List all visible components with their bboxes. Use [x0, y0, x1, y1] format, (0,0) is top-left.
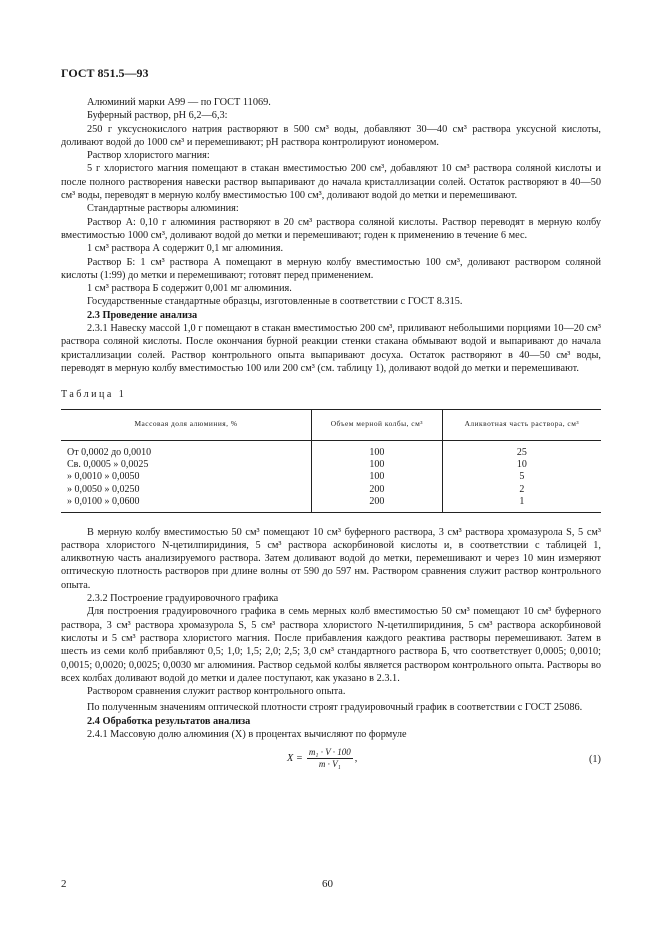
- table-cell: » 0,0010 » 0,0050: [67, 471, 140, 483]
- formula-lhs: X =: [287, 753, 303, 765]
- paragraph: По полученным значениям оптической плотности строят градуировочный график в соответствии с ГОСТ 25086.: [87, 702, 583, 714]
- document-header: ГОСТ 851.5—93: [61, 66, 149, 80]
- table-1: [61, 409, 601, 513]
- table-row: [61, 471, 601, 483]
- table-cell: От 0,0002 до 0,0010: [67, 446, 152, 458]
- table-body: [61, 440, 601, 512]
- paragraph: 2.4.1 Массовую долю алюминия (X) в процентах вычисляют по формуле: [87, 729, 407, 741]
- header-flask-volume: Объем мерной колбы, см³: [312, 409, 443, 440]
- formula-denominator: m · V₁: [318, 759, 341, 770]
- section-heading: 2.4 Обработка результатов анализа: [87, 715, 251, 727]
- top-paragraphs: [61, 96, 601, 375]
- paragraph: 2.3.2 Построение градуировочного графика: [87, 593, 279, 605]
- paragraph: Для построения градуировочного графика в семь мерных колб вместимостью 50 см³ помещают 10 см³ буферного раствора, 3 см³ раствора хромазурола S, 5 см³ раствора хлористого N-цетилпиридиния, 5 см³ раствора аскорбиновой кислоты и 5 см³ раствора хлористого магния. После прибавления каждого реактива растворы перемешивают. Затем в шесть из семи колб прибавляют 0,5; 1,0; 1,5; 2,0; 2,5; 3,0 см³ стандартного раствора Б, что соответствует 0,0005; 0,0010; 0,0015; 0,0020; 0,0025; 0,0030 мг алюминия. Раствор седьмой колбы является раствором контрольного опыта. Растворы во всех колбах доливают водой до метки и далее поступают, как указано в 2.3.1.: [61, 606, 601, 684]
- paragraph: Раствор А: 0,10 г алюминия растворяют в 20 см³ раствора соляной кислоты. Раствор переводят в мерную колбу вместимостью 1000 см³, доливают водой до метки и перемешивают; годен к применению в течение 6 мес.: [61, 216, 601, 241]
- table-cell: 200: [312, 496, 443, 512]
- paragraph: 2.3.1 Навеску массой 1,0 г помещают в стакан вместимостью 200 см³, приливают небольшими порциями 10—20 см³ раствора соляной кислоты. После окончания бурной реакции стенки стакана обмывают водой и выпаривают до начала кристаллизации солей. Раствор контрольного опыта выпаривают досуха. Остаток растворяют в 40—50 см³ воды, переводят в мерную колбу вместимостью 100 или 200 см³ (см. таблицу 1), доливают водой до метки и перемешивают.: [61, 323, 601, 374]
- paragraph: Буферный раствор, pH 6,2—6,3:: [87, 110, 228, 122]
- page-number-center: 60: [322, 878, 333, 890]
- bottom-paragraphs: [61, 526, 601, 742]
- paragraph: 5 г хлористого магния помещают в стакан вместимостью 200 см³, добавляют 10 см³ раствора соляной кислоты и после полного растворения навески раствор выпаривают до начала кристаллизации солей. Остаток растворяют в 40—50 см³ воды, переводят в мерную колбу вместимостью 100 см³, доливают водой до метки и перемешивают.: [61, 163, 601, 202]
- table-header-row: [61, 409, 601, 440]
- formula-trailing: ,: [354, 753, 358, 765]
- paragraph: В мерную колбу вместимостью 50 см³ помещают 10 см³ буферного раствора, 3 см³ раствора хромазурола S, 5 см³ раствора хлористого N-цетилпиридиния, 5 см³ раствора аскорбиновой кислоты и, в соответствии с таблицей 1, аликвотную часть анализируемого раствора. Затем доливают водой до метки, перемешивают и через 10 мин измеряют оптическую плотность растворов при длине волны от 590 до 597 нм. Раствором сравнения служит раствор контрольного опыта.: [61, 526, 601, 591]
- table-row: [61, 484, 601, 496]
- table-cell: 25: [442, 440, 601, 459]
- formula-1: [61, 745, 601, 777]
- table-title: Таблица 1: [61, 389, 127, 401]
- table-cell: 10: [442, 459, 601, 471]
- paragraph: Государственные стандартные образцы, изготовленные в соответствии с ГОСТ 8.315.: [87, 296, 463, 308]
- paragraph: Раствором сравнения служит раствор контрольного опыта.: [87, 686, 346, 698]
- formula-numerator: m₁ · V · 100: [308, 747, 351, 758]
- paragraph: Стандартные растворы алюминия:: [87, 203, 239, 215]
- table-row: [61, 440, 601, 459]
- table-cell: » 0,0100 » 0,0600: [61, 496, 312, 512]
- table-cell: » 0,0050 » 0,0250: [67, 483, 140, 495]
- document-body: [61, 96, 601, 777]
- table-cell: 100: [312, 459, 443, 471]
- paragraph: Раствор Б: 1 см³ раствора А помещают в мерную колбу вместимостью 100 см³, доливают раствором соляной кислоты (1:99) до метки и перемешивают; готовят перед применением.: [61, 256, 601, 281]
- table-cell: 200: [312, 484, 443, 496]
- table-cell: 2: [442, 484, 601, 496]
- table-cell: 5: [442, 471, 601, 483]
- table-cell: 1: [442, 496, 601, 512]
- table-row: [61, 459, 601, 471]
- formula-expression: [287, 747, 357, 770]
- header-aliquot: Аликвотная часть раствора, см³: [442, 409, 601, 440]
- formula-fraction: [307, 747, 353, 770]
- paragraph: 1 см³ раствора А содержит 0,1 мг алюминия.: [87, 243, 284, 255]
- paragraph: 1 см³ раствора Б содержит 0,001 мг алюминия.: [87, 283, 292, 295]
- table-row: [61, 496, 601, 512]
- section-heading: 2.3 Проведение анализа: [87, 309, 198, 321]
- paragraph: 250 г уксуснокислого натрия растворяют в 500 см³ воды, добавляют 30—40 см³ раствора уксусной кислоты, доливают водой до 1000 см³ и перемешивают; pH раствора контролируют иономером.: [61, 123, 601, 148]
- page-number-left: 2: [61, 878, 67, 890]
- header-mass-fraction: Массовая доля алюминия, %: [61, 409, 312, 440]
- table-cell: 100: [312, 471, 443, 483]
- paragraph: Алюминий марки А99 — по ГОСТ 11069.: [87, 97, 271, 108]
- paragraph: Раствор хлористого магния:: [87, 150, 210, 162]
- table-cell: 100: [312, 440, 443, 459]
- formula-number: (1): [588, 754, 601, 766]
- table-cell: Св. 0,0005 » 0,0025: [67, 458, 149, 470]
